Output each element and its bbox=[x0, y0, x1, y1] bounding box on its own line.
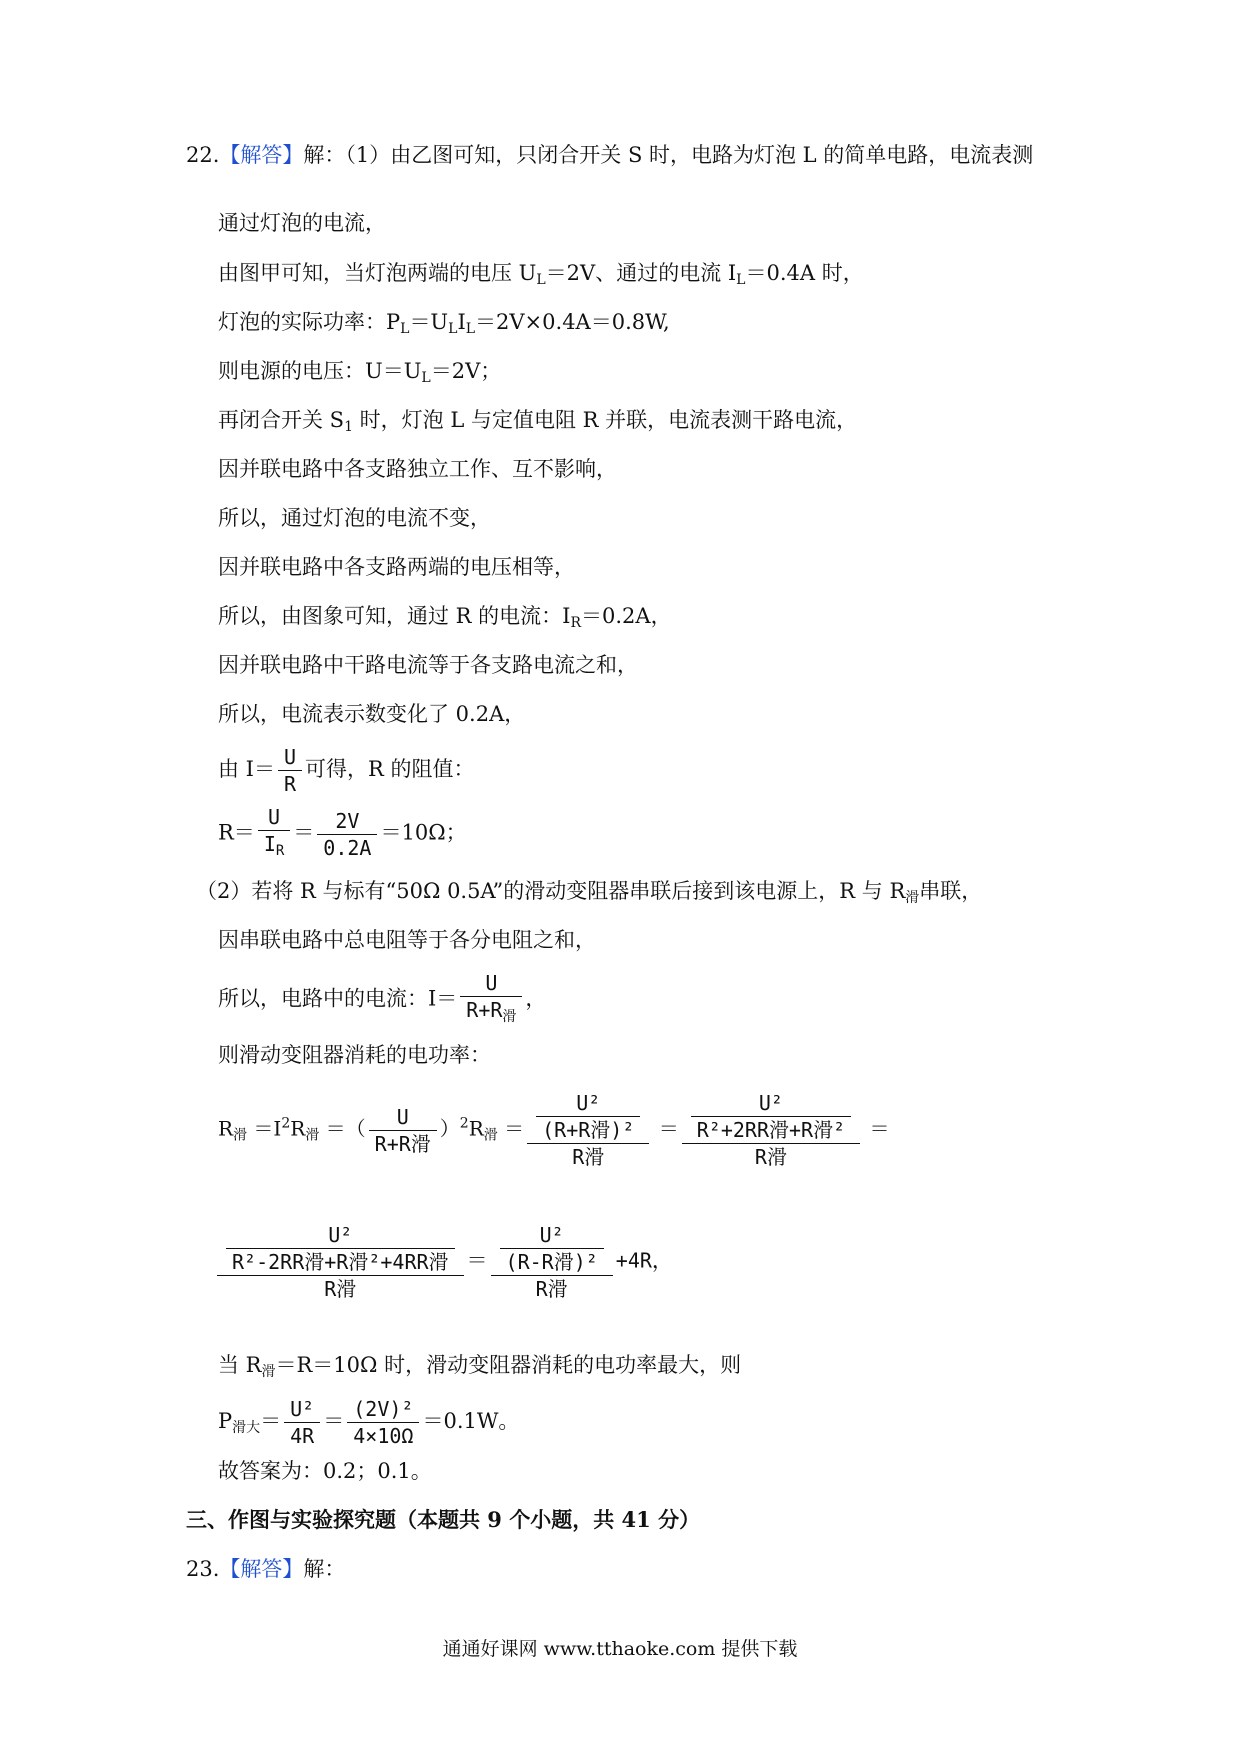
section-3-heading: 三、作图与实验探究题（本题共 9 个小题，共 41 分） bbox=[186, 1507, 701, 1532]
q22-line-9: 因并联电路中各支路两端的电压相等， bbox=[218, 555, 575, 579]
q22-line-10: 所以，由图象可知，通过 R 的电流：$I_R=0.2A$， bbox=[218, 604, 672, 631]
q22-line-15: （2）若将 R 与标有“50Ω 0.5A”的滑动变阻器串联后接到该电源上，R 与 $R_滑$串联， bbox=[196, 879, 983, 906]
q22-line-7: 因并联电路中各支路独立工作、互不影响， bbox=[218, 457, 617, 481]
q22-answer-tag: 【解答】 bbox=[219, 143, 304, 167]
q22-final-answer: 故答案为：0.2；0.1。 bbox=[218, 1459, 432, 1483]
q22-line-4: 灯泡的实际功率：$P_L=U_LI_L=2V\times 0.4A=0.8W$, bbox=[218, 310, 670, 337]
q22-line-14-resistance: R＝ $\frac{U}{I_R}$ ＝ $\frac{2V}{0.2A}$ ＝10Ω； bbox=[218, 805, 467, 860]
q22-line-19-power: $R_滑 =I^2R_滑$ ＝（ $\frac{U}{\text{R+R滑}}$ ）$^2R_滑$ ＝ $\frac{\frac{\text{U²}}{\text{(R+R滑)²}}}{\text{R滑}}$ ＝ $\frac{\frac{\text{U²}}{\text{R²+2RR滑+R滑²}}}{\text{R滑}}$ ＝ bbox=[218, 1091, 890, 1169]
q22-line-11: 因并联电路中干路电流等于各支路电流之和， bbox=[218, 653, 638, 677]
q22-line-17-current: 所以，电路中的电流：I＝ $\frac{U}{R+R_滑}$ ， bbox=[218, 971, 547, 1025]
q22-line-2: 通过灯泡的电流， bbox=[218, 211, 386, 235]
q22-line-22-max-power: $P_{滑大}=$ $\frac{\text{U²}}{4R}$ ＝ $\frac{\text{(2V)²}}{4\times 10\Omega}$ ＝0.1W。 bbox=[218, 1397, 520, 1448]
q22-line-18: 则滑动变阻器消耗的电功率： bbox=[218, 1043, 491, 1067]
q22-line-8: 所以，通过灯泡的电流不变， bbox=[218, 506, 491, 530]
q23-line-1: 23.【解答】解： bbox=[186, 1557, 346, 1581]
q22-line-5: 则电源的电压：$U=U_L=2V$； bbox=[218, 359, 502, 386]
q22-text-1: 解：（1）由乙图可知，只闭合开关 S 时，电路为灯泡 L 的简单电路，电流表测 bbox=[303, 143, 1034, 167]
q22-line-20-power-cont: $\frac{\frac{\text{U²}}{\text{R²-2RR滑+R滑²+4RR滑}}}{\text{R滑}}$ ＝ $\frac{\frac{\text{U²}}{\text{(R-R滑)²}}}{\text{R滑}}$ +4R， bbox=[214, 1222, 673, 1302]
q22-line-3: 由图甲可知，当灯泡两端的电压 $U_L=2V$、通过的电流 $I_L=0.4A$ 时， bbox=[218, 261, 864, 288]
q22-line-16: 因串联电路中总电阻等于各分电阻之和， bbox=[218, 928, 596, 952]
q22-line-12: 所以，电流表示数变化了 0.2A， bbox=[218, 702, 526, 726]
q22-line-6: 再闭合开关 $S_1$ 时，灯泡 L 与定值电阻 R 并联，电流表测干路电流， bbox=[218, 408, 858, 435]
q22-line-13-ohms-law: 由 I＝ $\frac{U}{R}$ 可得，R 的阻值： bbox=[218, 745, 475, 796]
page-footer: 通通好课网 www.tthaoke.com 提供下载 bbox=[442, 1638, 798, 1660]
q22-line-21: 当 $R_滑=R=10\Omega$ 时，滑动变阻器消耗的电功率最大，则 bbox=[218, 1353, 742, 1380]
q23-answer-tag: 【解答】 bbox=[219, 1557, 304, 1581]
q22-line-1 bbox=[186, 140, 1033, 170]
q23-number: 23. bbox=[186, 1557, 220, 1581]
q22-number: 22. bbox=[186, 143, 220, 167]
